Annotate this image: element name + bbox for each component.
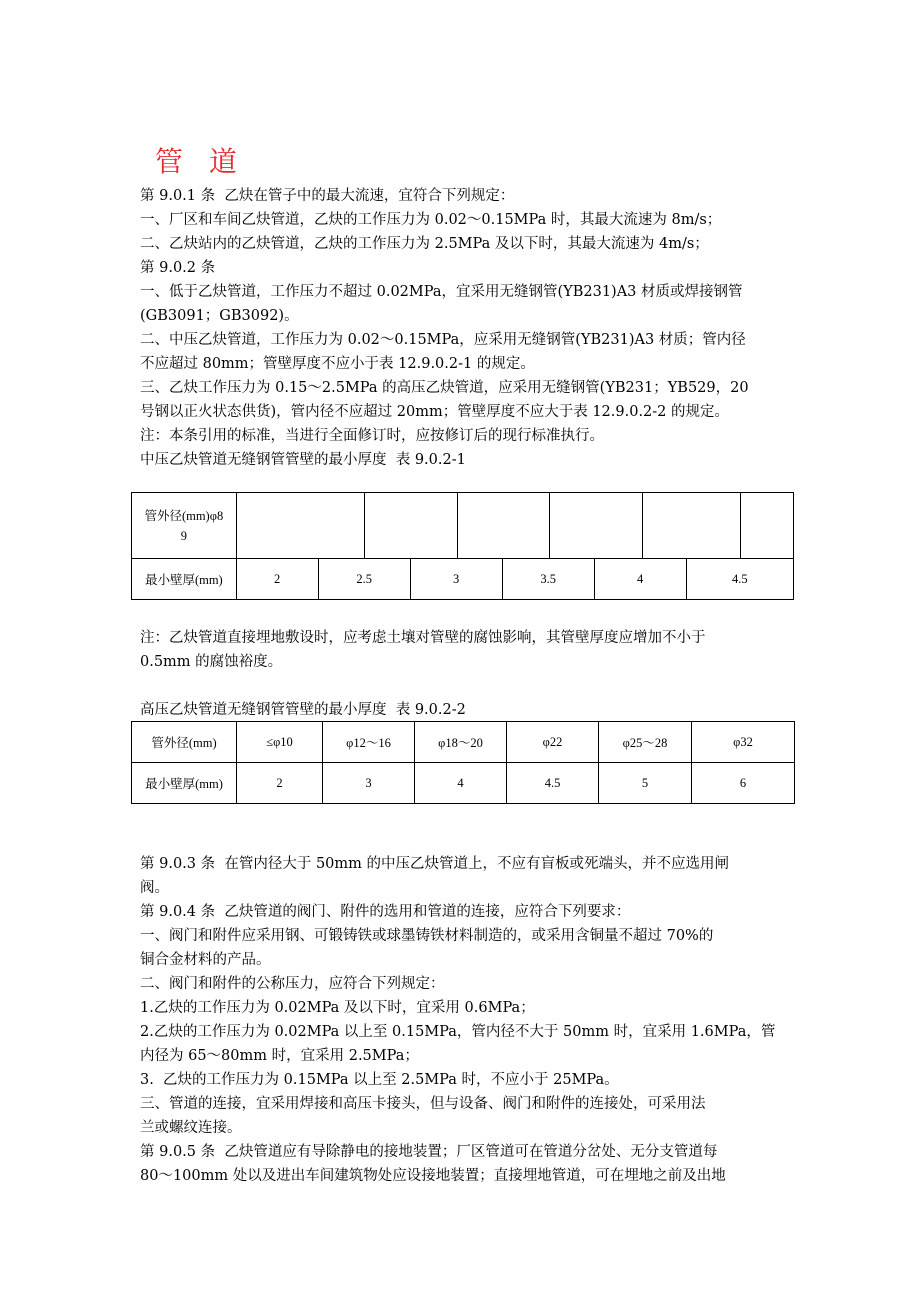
table-header-cell: 管外径(mm) [132, 722, 237, 763]
paragraph-line: 号钢以正火状态供货)，管内径不应超过 20mm；管壁厚度不应大于表 12.9.0.2-2 的规定。 [140, 404, 730, 420]
note-block [140, 626, 790, 674]
paragraph-line: 二、阀门和附件的公称压力，应符合下列规定： [140, 976, 445, 992]
table-header-cell: 最小壁厚(mm) [132, 559, 237, 600]
table-cell [550, 493, 643, 559]
table-subrow [237, 559, 793, 599]
paragraph-line: 铜合金材料的产品。 [140, 952, 271, 968]
table-cell: φ25～28 [599, 722, 692, 763]
paragraph-line: 3. 乙炔的工作压力为 0.15MPa 以上至 2.5MPa 时，不应小于 25MPa。 [140, 1072, 619, 1088]
paragraph-line: 三、乙炔工作压力为 0.15～2.5MPa 的高压乙炔管道，应采用无缝钢管(YB231；YB529，20 [140, 380, 749, 396]
paragraph-line: 一、阀门和附件应采用钢、可锻铸铁或球墨铸铁材料制造的，或采用含铜量不超过 70%的 [140, 928, 714, 944]
paragraph-line: (GB3091；GB3092)。 [140, 308, 299, 324]
paragraph-line: 第 9.0.4 条 乙炔管道的阀门、附件的选用和管道的连接，应符合下列要求： [140, 904, 631, 920]
table-cell: 5 [599, 763, 692, 804]
section-block-3 [140, 852, 790, 1188]
paragraph-line: 注：乙炔管道直接埋地敷设时，应考虑土壤对管壁的腐蚀影响，其管壁厚度应增加不小于 [140, 630, 706, 646]
table-cell [642, 493, 741, 559]
paragraph-line: 第 9.0.2 条 [140, 260, 216, 276]
table-cell [457, 493, 550, 559]
paragraph-line: 阀。 [140, 880, 169, 896]
table-row [132, 559, 794, 600]
table-cell: ≤φ10 [237, 722, 323, 763]
paragraph-line: 第 9.0.5 条 乙炔管道应有导除静电的接地装置；厂区管道可在管道分岔处、无分支管道每 [140, 1144, 718, 1160]
title-char-1: 管 [155, 145, 184, 178]
table-cell: 2.5 [318, 559, 410, 599]
table-cell: φ18～20 [415, 722, 507, 763]
paragraph-line: 兰或螺纹连接。 [140, 1120, 242, 1136]
table-caption-1: 中压乙炔管道无缝钢管管壁的最小厚度 表 9.0.2-1 [140, 452, 466, 468]
table-caption-2: 高压乙炔管道无缝钢管管壁的最小厚度 表 9.0.2-2 [140, 702, 466, 718]
paragraph-line: 内径为 65～80mm 时，宜采用 2.5MPa； [140, 1048, 419, 1064]
table-row [132, 763, 795, 804]
table-cell: 3 [410, 559, 502, 599]
paragraph-line: 一、低于乙炔管道，工作压力不超过 0.02MPa，宜采用无缝钢管(YB231)A3 材质或焊接钢管 [140, 284, 743, 300]
table-9-0-2-2 [131, 721, 795, 804]
paragraph-line: 三、管道的连接，宜采用焊接和高压卡接头，但与设备、阀门和附件的连接处，可采用法 [140, 1096, 706, 1112]
paragraph-line: 80～100mm 处以及进出车间建筑物处应设接地装置；直接埋地管道，可在埋地之前及出地 [140, 1168, 726, 1184]
paragraph-line: 0.5mm 的腐蚀裕度。 [140, 654, 283, 670]
table-cell: 3.5 [502, 559, 594, 599]
table-cell: φ32 [692, 722, 795, 763]
paragraph-line: 不应超过 80mm；管壁厚度不应小于表 12.9.0.2-1 的规定。 [140, 356, 535, 372]
table-cell: 4 [594, 559, 686, 599]
section-block-1 [140, 184, 790, 472]
table-caption-2-block [140, 698, 790, 722]
table-cell: φ22 [507, 722, 599, 763]
table-cell [365, 493, 458, 559]
table-header-cell: 最小壁厚(mm) [132, 763, 237, 804]
paragraph-line: 注：本条引用的标准，当进行全面修订时，应按修订后的现行标准执行。 [140, 428, 604, 444]
paragraph-line: 2.乙炔的工作压力为 0.02MPa 以上至 0.15MPa，管内径不大于 50mm 时，宜采用 1.6MPa，管 [140, 1024, 776, 1040]
table-cell: 4.5 [732, 571, 748, 586]
table-cell [236, 493, 364, 559]
paragraph-line: 第 9.0.1 条 乙炔在管子中的最大流速，宜符合下列规定： [140, 188, 515, 204]
table-row [132, 493, 794, 559]
table-cell: 4 [415, 763, 507, 804]
table-cell [741, 493, 794, 559]
paragraph-line: 1.乙炔的工作压力为 0.02MPa 及以下时，宜采用 0.6MPa； [140, 1000, 535, 1016]
paragraph-line: 二、乙炔站内的乙炔管道，乙炔的工作压力为 2.5MPa 及以下时，其最大流速为 4m/s； [140, 236, 709, 252]
page-title [155, 140, 237, 180]
table-cell: 3 [323, 763, 415, 804]
paragraph-line: 二、中压乙炔管道，工作压力为 0.02～0.15MPa，应采用无缝钢管(YB231)A3 材质；管内径 [140, 332, 746, 348]
paragraph-line: 一、厂区和车间乙炔管道，乙炔的工作压力为 0.02～0.15MPa 时，其最大流速为 8m/s； [140, 212, 722, 228]
table-cell: φ12～16 [323, 722, 415, 763]
table-row [132, 722, 795, 763]
table-cell: 4.5 [507, 763, 599, 804]
table-cell: 2 [237, 763, 323, 804]
title-char-2: 道 [209, 145, 238, 178]
table-header-cell: 管外径(mm)φ8 9 [132, 493, 237, 559]
paragraph-line: 第 9.0.3 条 在管内径大于 50mm 的中压乙炔管道上，不应有盲板或死端头，并不应选用闸 [140, 856, 729, 872]
table-cell: 2 [237, 559, 319, 599]
table-9-0-2-1 [131, 492, 794, 600]
table-cell: 6 [692, 763, 795, 804]
